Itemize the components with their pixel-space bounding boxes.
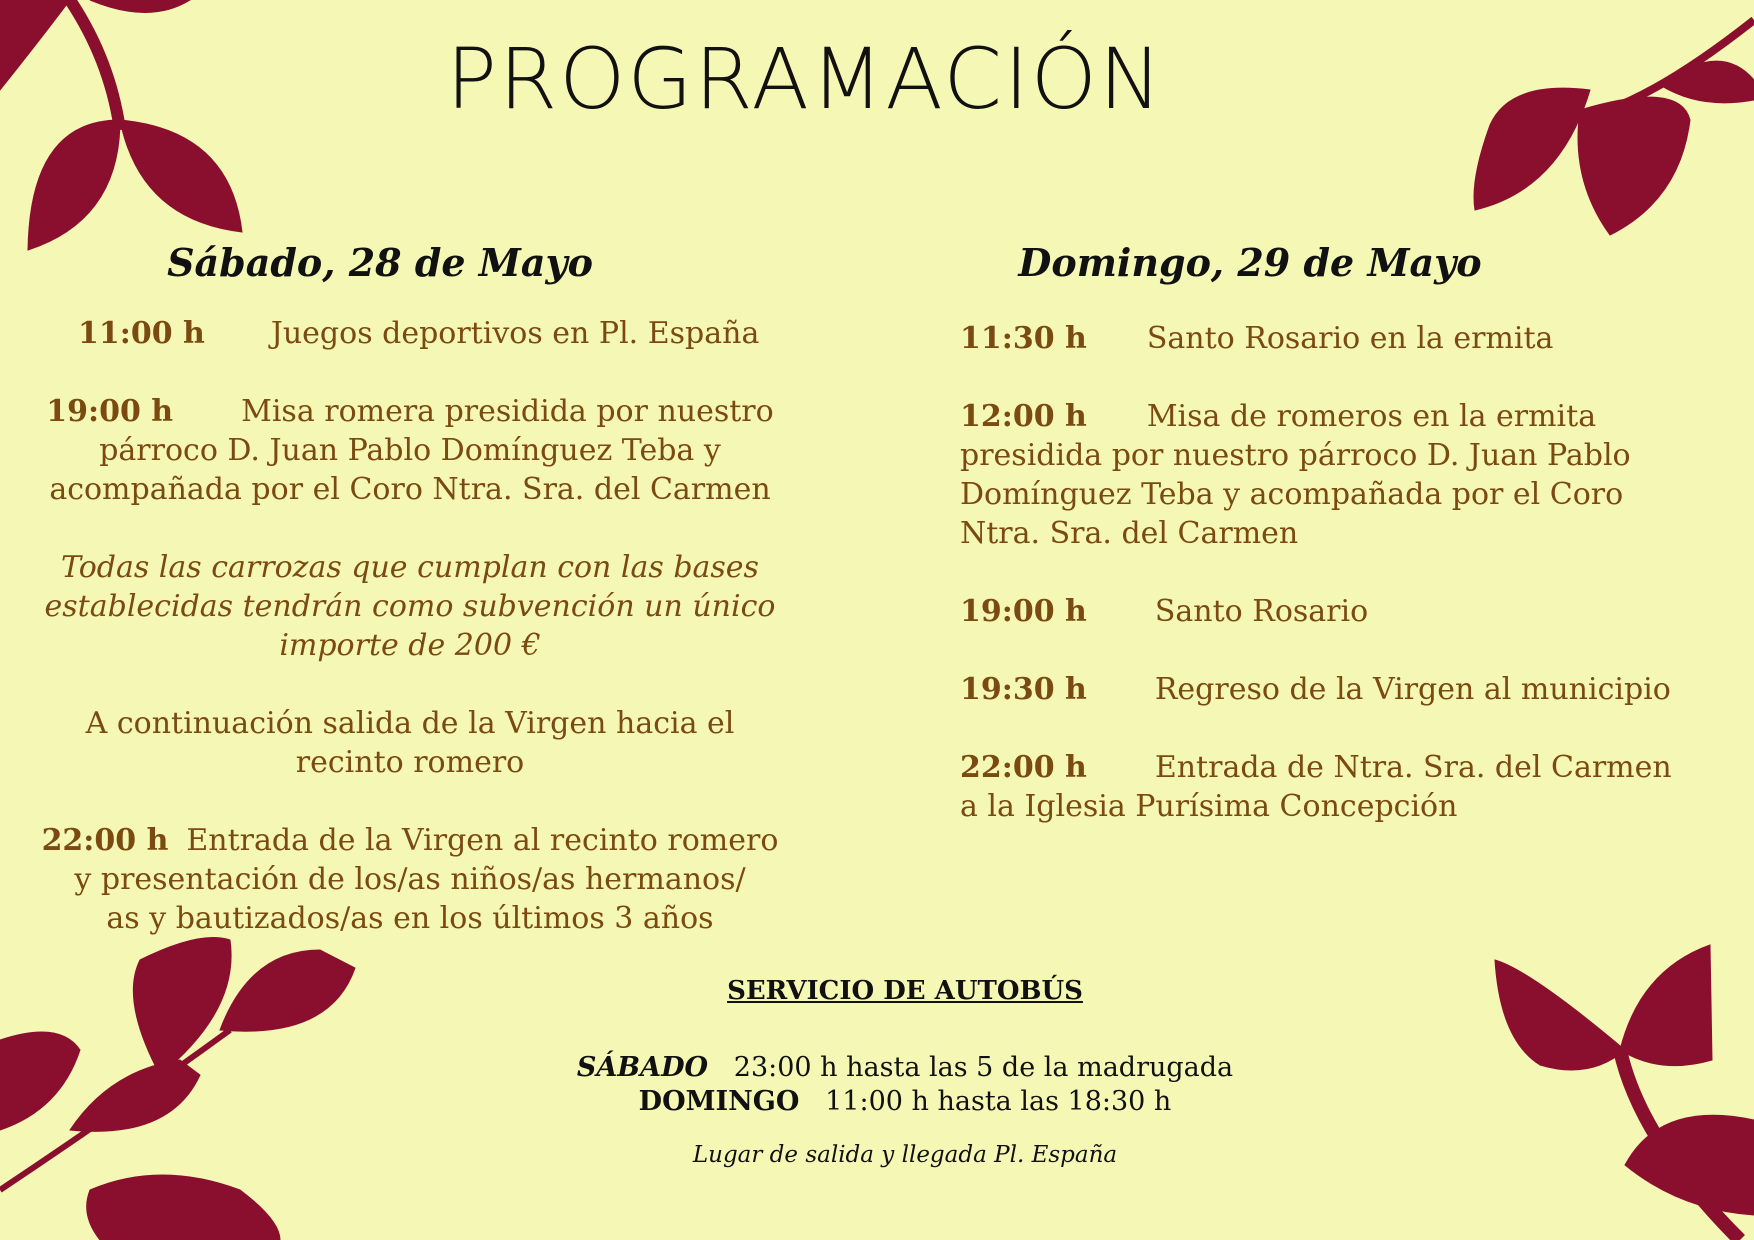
bus-place: Lugar de salida y llegada Pl. España (692, 1142, 1118, 1168)
event-text-line: Ntra. Sra. del Carmen (960, 516, 1299, 551)
leaf-top-right-1 (1660, 61, 1754, 103)
list-item (960, 592, 1368, 631)
list-item (78, 314, 759, 353)
time-label: 22:00 h (960, 750, 1087, 785)
list-item (40, 704, 780, 782)
list-item (960, 670, 1671, 709)
leaf-top-left-2 (90, 0, 190, 13)
list-item (960, 748, 1700, 826)
note-line: establecidas tendrán como subvención un único (44, 589, 776, 624)
event-text-line: acompañada por el Coro Ntra. Sra. del Carmen (49, 472, 771, 507)
note-line: importe de 200 € (279, 628, 541, 663)
bus-service-title: SERVICIO DE AUTOBÚS (727, 976, 1083, 1006)
bus-saturday-label: SÁBADO (576, 1052, 709, 1083)
note-line: recinto romero (295, 745, 525, 780)
page-title: PROGRAMACIÓN (446, 30, 1164, 128)
time-label: 19:30 h (960, 672, 1087, 707)
event-text: Entrada de Ntra. Sra. del Carmen (1154, 750, 1672, 785)
leaf-bottom-left-5 (87, 1175, 280, 1240)
event-text: Misa de romeros en la ermita (1146, 399, 1597, 434)
time-label: 19:00 h (46, 394, 174, 429)
event-text-line: a la Iglesia Purísima Concepción (960, 789, 1458, 824)
time-label: 11:30 h (960, 321, 1087, 356)
bus-saturday-text: 23:00 h hasta las 5 de la madrugada (733, 1052, 1234, 1083)
list-item (40, 821, 780, 938)
saturday-heading: Sábado, 28 de Mayo (167, 240, 593, 285)
list-item (960, 319, 1553, 358)
leaf-top-left-3 (28, 120, 120, 250)
event-text-line: y presentación de los/as niños/as hermanos/ (74, 862, 746, 897)
bus-sunday-text: 11:00 h hasta las 18:30 h (825, 1086, 1172, 1117)
event-text: Juegos deportivos en Pl. España (270, 316, 760, 351)
event-text: Entrada de la Virgen al recinto romero (186, 823, 779, 858)
list-item (40, 392, 780, 509)
list-item (960, 397, 1700, 553)
event-text-line: as y bautizados/as en los últimos 3 años (106, 901, 714, 936)
event-text: Misa romera presidida por nuestro (241, 394, 774, 429)
sunday-heading: Domingo, 29 de Mayo (1018, 240, 1482, 285)
time-label: 12:00 h (960, 399, 1087, 434)
event-text-line: presidida por nuestro párroco D. Juan Pablo (960, 438, 1631, 473)
time-label: 11:00 h (78, 316, 205, 351)
note-line: Todas las carrozas que cumplan con las bases (61, 550, 759, 585)
bus-saturday (0, 1052, 1754, 1083)
event-text-line: Domínguez Teba y acompañada por el Coro (960, 477, 1624, 512)
event-text: Regreso de la Virgen al municipio (1154, 672, 1671, 707)
event-text-line: párroco D. Juan Pablo Domínguez Teba y (99, 433, 721, 468)
time-label: 22:00 h (41, 823, 169, 858)
bus-sunday-label: DOMINGO (638, 1086, 800, 1117)
list-item (40, 548, 780, 665)
bus-sunday (0, 1086, 1754, 1117)
event-text: Santo Rosario (1154, 594, 1369, 629)
leaf-top-left-4 (120, 120, 242, 232)
note-line: A continuación salida de la Virgen hacia el (85, 706, 735, 741)
event-text: Santo Rosario en la ermita (1146, 321, 1554, 356)
time-label: 19:00 h (960, 594, 1087, 629)
